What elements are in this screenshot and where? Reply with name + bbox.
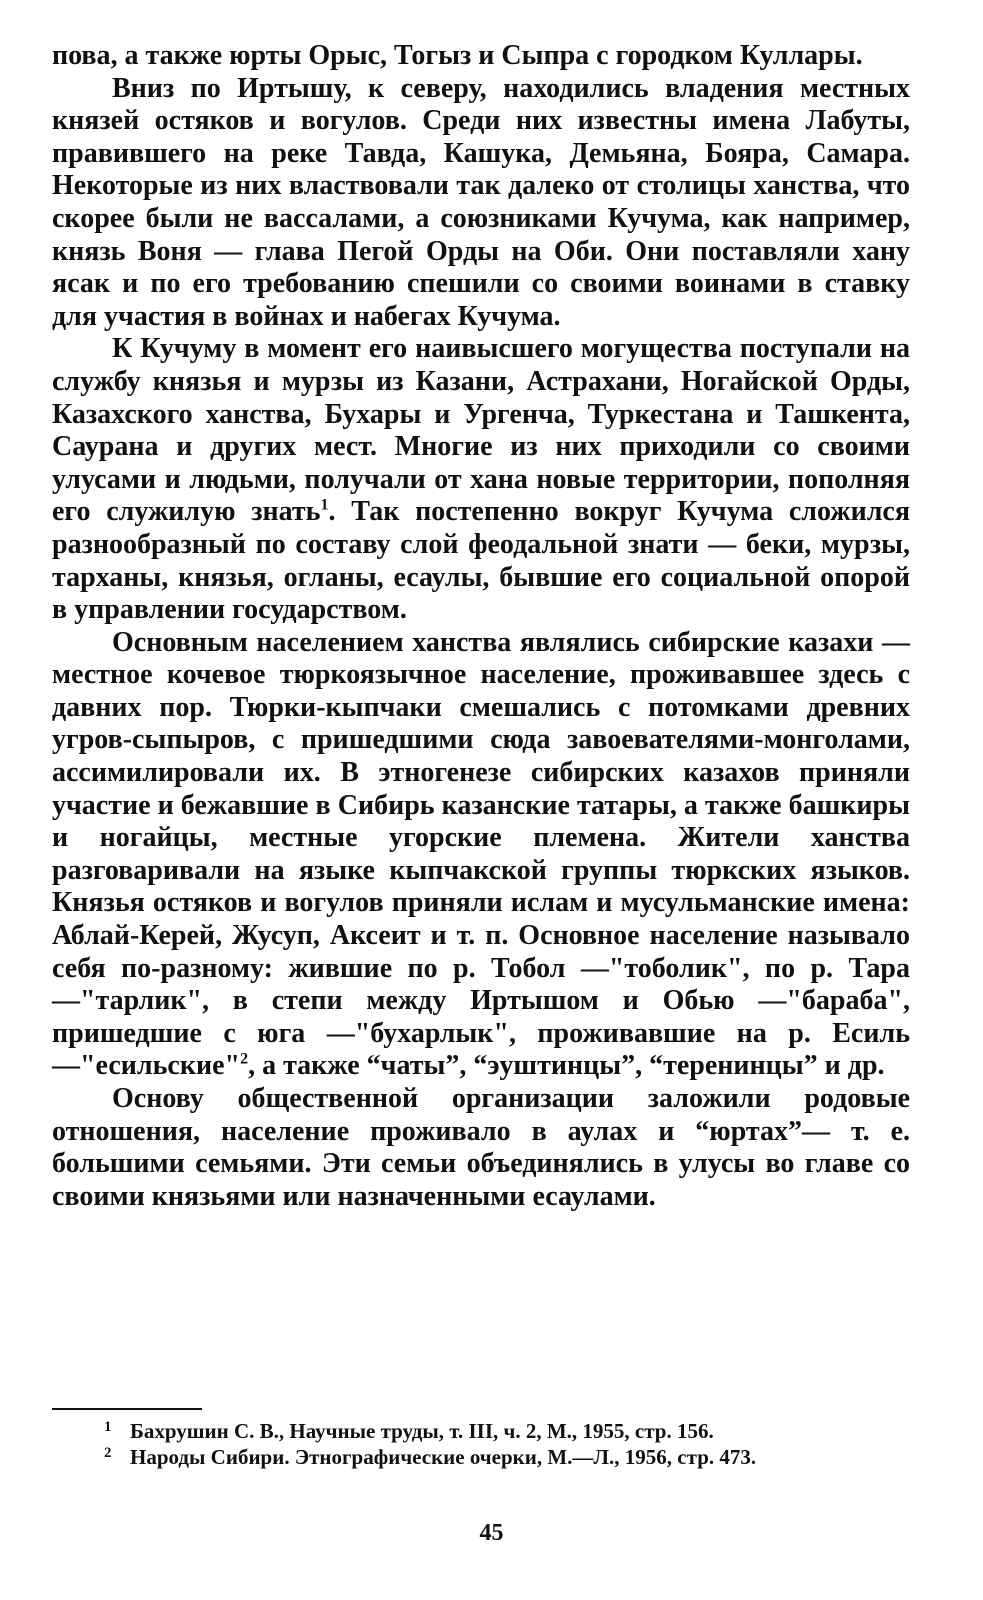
footnote-mark-2: 2 (104, 1445, 112, 1461)
paragraph-4-continuation: , а также “чаты”, “эуштинцы”, “теренинцы” и др. (248, 1050, 885, 1082)
footnotes (100, 1418, 910, 1470)
page-number: 45 (479, 1520, 504, 1546)
footnote-divider (52, 1408, 202, 1410)
paragraph-2: Вниз по Иртышу, к северу, находились владения местных князей остяков и вогулов. Среди них известны имена Лабуты, правившего на реке Тавда, Кашука, Демьяна, Бояра, Самара. Некоторые из них властвовали так далеко от столицы ханства, что скорее были не вассалами, а союзниками Кучума, как например, князь Воня — глава Пегой Орды на Оби. Они поставляли хану ясак и по его требованию спешили со своими воинами в ставку для участия в войнах и набегах Кучума. (52, 72, 910, 332)
paragraph-5: Основу общественной организации заложили родовые отношения, население проживало в аулах и “юртах”— т. е. большими семьями. Эти семьи объединялись в улусы во главе со своими князьями или назначенными есаулами. (52, 1083, 910, 1212)
paragraph-3-continuation: Так постепенно вокруг Кучума сложился разнообразный по составу слой феодальной знати — беки, мурзы, тарханы, князья, огланы, есаулы, бывшие его социальной опорой в управлении государством. (52, 496, 910, 626)
paragraph-3: К Кучуму в момент его наивысшего могущества поступали на службу князья и мурзы из Казани, Астрахани, Ногайской Орды, Казахского ханства, Бухары и Ургенча, Туркестана и Ташкента, Саурана и других мест. Многие из них приходили со своими улусами и людьми, получали от хана новые территории, пополняя его служилую знать$^1$. Так постепенно вокруг Кучума сложился разнообразный по составу слой феодальной знати — беки, мурзы, тарханы, князья, огланы, есаулы, бывшие его социальной опорой в управлении государством. (52, 333, 910, 626)
footnote-2 (100, 1444, 910, 1470)
page-body (52, 40, 910, 1213)
footnote-ref-2[interactable]: 2 (240, 1051, 249, 1069)
footnote-mark-1: 1 (104, 1419, 112, 1435)
footnote-text-1: Бахрушин С. В., Научные труды, т. III, ч. 2, М., 1955, стр. 156. (130, 1419, 714, 1443)
paragraph-3-text: К Кучуму в момент его наивысшего могущества поступали на службу князья и мурзы из Казани, Астрахани, Ногайской Орды, Казахского ханства, Бухары и Ургенча, Туркестана и Ташкента, Саурана и других мест. Многие из них приходили со своими улусами и людьми, получали от хана новые территории, пополняя его служилую знать (52, 333, 910, 528)
footnote-ref-1[interactable]: 1 (320, 496, 329, 514)
paragraph-4 (52, 627, 910, 1083)
footnote-text-2: Народы Сибири. Этнографические очерки, М.—Л., 1956, стр. 473. (130, 1445, 757, 1469)
paragraph-4-text: Основным населением ханства являлись сибирские казахи — местное кочевое тюркоязычное население, проживавшее здесь с давних пор. Тюрки-кыпчаки смешались с потомками древних угров-сыпыров, с пришедшими сюда завоевателями-монголами, ассимилировали их. В этногенезе сибирских казахов приняли участие и бежавшие в Сибирь казанские татары, а также башкиры и ногайцы, местные угорские племена. Жители ханства разговаривали на языке кыпчакской группы тюркских языков. Князья остяков и вогулов приняли ислам и мусульманские имена: Аблай-Керей, Жусуп, Аксеит и т. п. Основное население называло себя по-разному: жившие по р. Тобол —"тоболик", по р. Тара —"тарлик", в степи между Иртышом и Обью —"бараба", пришедшие с юга —"бухарлык", проживавшие на р. Есиль —"есильские" (52, 626, 910, 1082)
footnote-1 (100, 1418, 910, 1444)
paragraph-1: пова, а также юрты Орыс, Тогыз и Сыпра с городком Куллары. (52, 40, 863, 71)
